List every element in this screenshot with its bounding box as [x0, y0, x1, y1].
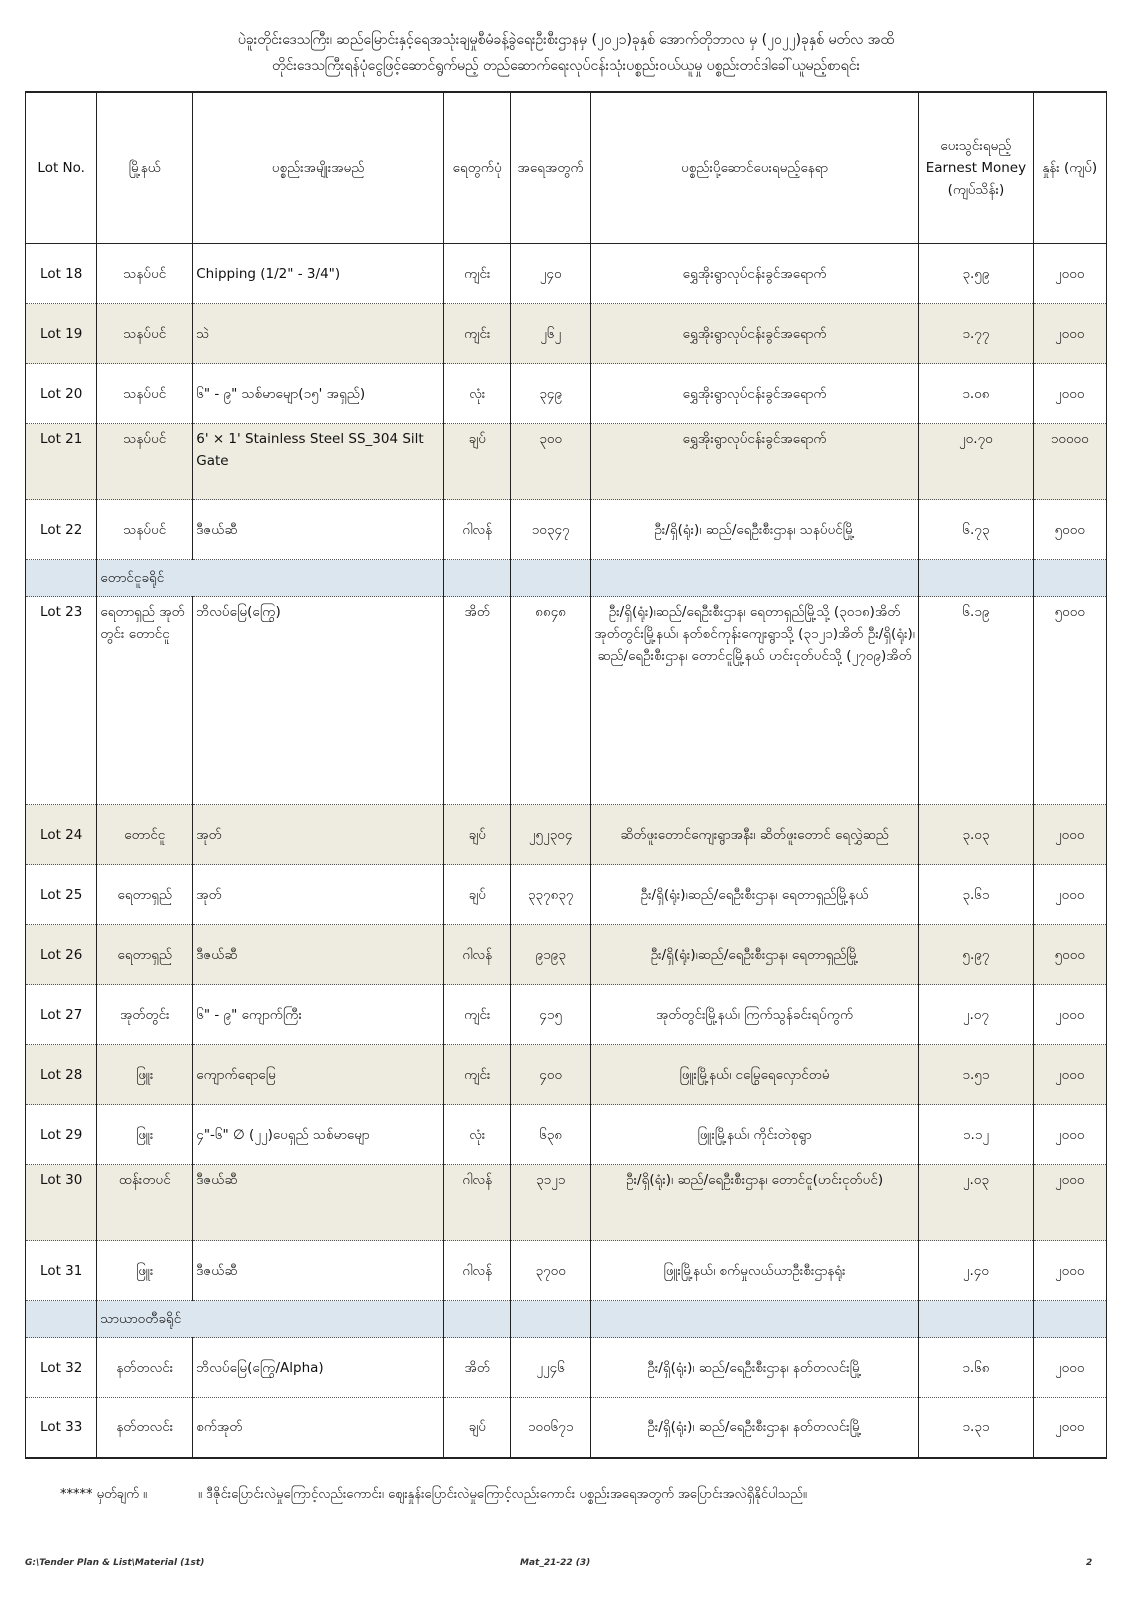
cell-delivery-place: ဖြူးမြို့နယ်၊ ငမြွေရေလှောင်တမံ — [590, 1045, 918, 1105]
header-lot-no: Lot No. — [26, 92, 97, 244]
cell-fee: ၅၀၀၀ — [1033, 597, 1106, 805]
cell-lot-no: Lot 29 — [26, 1105, 97, 1165]
cell-township: တောင်ငူ — [97, 805, 193, 865]
cell-lot-no: Lot 24 — [26, 805, 97, 865]
section-spacer-cell — [26, 1301, 97, 1338]
cell-lot-no: Lot 33 — [26, 1398, 97, 1458]
cell-item-name: ဒီဇယ်ဆီ — [193, 1241, 444, 1301]
cell-township: နတ်တလင်း — [97, 1338, 193, 1398]
cell-quantity: ၂၅၂၃၀၄ — [511, 805, 591, 865]
cell-delivery-place: ဦး/ရှိ(ရုံး)၊ဆည်/ရေဦးစီးဌာန၊ ရေတာရှည်မြို့သို့ (၃၀၁၈)အိတ် အုတ်တွင်းမြို့နယ်၊ နတ်စင်ကုန်းကျေးရွာသို့ (၃၁၂၁)အိတ် ဦး/ရှိ(ရုံး)၊ဆည်/ရေဦးစီးဌာန၊ တောင်ငူမြို့နယ် ဟင်းငုတ်ပင်သို့ (၂၇၀၉)အိတ် — [590, 597, 918, 805]
cell-fee: ၅၀၀၀ — [1033, 500, 1106, 560]
cell-unit: ဂါလန် — [444, 1241, 511, 1301]
cell-unit: ကျင်း — [444, 985, 511, 1045]
note-text: ။ ဒီဇိုင်းပြောင်းလဲမှုကြောင့်လည်းကောင်း၊ ဈေးနှုန်းပြောင်းလဲမှုကြောင့်လည်းကောင်း ပစ္စည်းအရေအတွက် အပြောင်းအလဲရှိနိုင်ပါသည်။ — [198, 1487, 807, 1502]
cell-item-name: 6' × 1' Stainless Steel SS_304 Silt Gate — [193, 424, 444, 500]
cell-fee: ၂၀၀၀ — [1033, 805, 1106, 865]
cell-item-name: ဘိလပ်မြေ(ကြွေ/Alpha) — [193, 1338, 444, 1398]
cell-unit: လုံး — [444, 364, 511, 424]
cell-delivery-place: ဦး/ရှိ(ရုံး)၊ ဆည်/ရေဦးစီးဌာန၊ တောင်ငူ(ဟင်းငုတ်ပင်) — [590, 1165, 918, 1241]
cell-item-name: ဘိလပ်မြေ(ကြွေ) — [193, 597, 444, 805]
cell-earnest-money: ၁.၆၈ — [919, 1338, 1033, 1398]
cell-item-name: အုတ် — [193, 805, 444, 865]
cell-township: နတ်တလင်း — [97, 1398, 193, 1458]
section-spacer-cell — [919, 560, 1033, 597]
section-spacer-cell — [590, 1301, 918, 1338]
cell-item-name: ဒီဇယ်ဆီ — [193, 500, 444, 560]
table-row — [26, 597, 1107, 805]
cell-earnest-money: ၂.၀၃ — [919, 1165, 1033, 1241]
cell-item-name: Chipping (1/2" - 3/4") — [193, 244, 444, 304]
cell-delivery-place: ဖြူးမြို့နယ်၊ ကိုင်းတဲစုရွာ — [590, 1105, 918, 1165]
cell-delivery-place: ရွှေအိုးရွာလုပ်ငန်းခွင်အရောက် — [590, 244, 918, 304]
cell-lot-no: Lot 32 — [26, 1338, 97, 1398]
cell-quantity: ၃၁၂၁ — [511, 1165, 591, 1241]
cell-unit: လုံး — [444, 1105, 511, 1165]
cell-item-name: သဲ — [193, 304, 444, 364]
cell-item-name: အုတ် — [193, 865, 444, 925]
cell-fee: ၂၀၀၀ — [1033, 865, 1106, 925]
cell-item-name: ၆" - ၉" သစ်မာမျော(၁၅' အရှည်) — [193, 364, 444, 424]
header-item: ပစ္စည်းအမျိုးအမည် — [193, 92, 444, 244]
cell-township: ရေတာရှည် အုတ်တွင်း တောင်ငူ — [97, 597, 193, 805]
cell-earnest-money: ၁.၃၁ — [919, 1398, 1033, 1458]
cell-item-name: စက်အုတ် — [193, 1398, 444, 1458]
cell-fee: ၂၀၀၀ — [1033, 1045, 1106, 1105]
header-earnest-money: ပေးသွင်းရမည့် Earnest Money (ကျပ်သိန်း) — [919, 92, 1033, 244]
cell-lot-no: Lot 20 — [26, 364, 97, 424]
cell-earnest-money: ၁.၀၈ — [919, 364, 1033, 424]
section-title: သာယာဝတီခရိုင် — [97, 1301, 444, 1338]
cell-township: သနပ်ပင် — [97, 304, 193, 364]
cell-delivery-place: ရွှေအိုးရွာလုပ်ငန်းခွင်အရောက် — [590, 304, 918, 364]
cell-township: ထန်းတပင် — [97, 1165, 193, 1241]
section-spacer-cell — [444, 560, 511, 597]
cell-lot-no: Lot 18 — [26, 244, 97, 304]
cell-lot-no: Lot 28 — [26, 1045, 97, 1105]
cell-quantity: ၃၃၇၈၃၇ — [511, 865, 591, 925]
section-spacer-cell — [444, 1301, 511, 1338]
table-row — [26, 925, 1107, 985]
cell-delivery-place: ဦး/ရှိ(ရုံး)၊ ဆည်/ရေဦးစီးဌာန၊ နတ်တလင်းမြို့ — [590, 1398, 918, 1458]
cell-lot-no: Lot 27 — [26, 985, 97, 1045]
table-row — [26, 1398, 1107, 1458]
table-row — [26, 1045, 1107, 1105]
cell-unit: ချပ် — [444, 805, 511, 865]
table-row — [26, 364, 1107, 424]
table-row — [26, 1105, 1107, 1165]
cell-delivery-place: အုတ်တွင်းမြို့နယ်၊ ကြက်သွန်ခင်းရပ်ကွက် — [590, 985, 918, 1045]
cell-item-name: ၆" - ၉" ကျောက်ကြီး — [193, 985, 444, 1045]
footer-file: Mat_21-22 (3) — [520, 1558, 591, 1568]
cell-township: ဖြူး — [97, 1105, 193, 1165]
cell-quantity: ၆၃၈ — [511, 1105, 591, 1165]
cell-earnest-money: ၁.၇၇ — [919, 304, 1033, 364]
cell-unit: ဂါလန် — [444, 1165, 511, 1241]
cell-item-name: ဒီဇယ်ဆီ — [193, 1165, 444, 1241]
header-unit: ရေတွက်ပုံ — [444, 92, 511, 244]
cell-township: သနပ်ပင် — [97, 424, 193, 500]
header-delivery-place: ပစ္စည်းပို့ဆောင်ပေးရမည့်နေရာ — [590, 92, 918, 244]
table-row — [26, 500, 1107, 560]
tender-table — [25, 91, 1107, 1459]
cell-township: သနပ်ပင် — [97, 500, 193, 560]
cell-delivery-place: ဦး/ရှိ(ရုံး)၊ ဆည်/ရေဦးစီးဌာန၊ သနပ်ပင်မြို့ — [590, 500, 918, 560]
cell-quantity: ၃၇၀၀ — [511, 1241, 591, 1301]
cell-fee: ၂၀၀၀ — [1033, 1241, 1106, 1301]
cell-quantity: ၄၀၀ — [511, 1045, 591, 1105]
cell-township: ဖြူး — [97, 1045, 193, 1105]
cell-unit: ဂါလန် — [444, 500, 511, 560]
district-section-row — [26, 560, 1107, 597]
cell-earnest-money: ၅.၉၇ — [919, 925, 1033, 985]
cell-quantity: ၉၁၉၃ — [511, 925, 591, 985]
cell-township: ရေတာရှည် — [97, 925, 193, 985]
cell-fee: ၂၀၀၀ — [1033, 1338, 1106, 1398]
cell-earnest-money: ၁.၁၂ — [919, 1105, 1033, 1165]
section-spacer-cell — [1033, 560, 1106, 597]
cell-earnest-money: ၆.၇၃ — [919, 500, 1033, 560]
footer-path: G:\Tender Plan & List\Material (1st) — [25, 1558, 205, 1568]
cell-item-name: ဒီဇယ်ဆီ — [193, 925, 444, 985]
cell-unit: ချပ် — [444, 865, 511, 925]
cell-earnest-money: ၁.၅၁ — [919, 1045, 1033, 1105]
cell-lot-no: Lot 26 — [26, 925, 97, 985]
cell-quantity: ၄၁၅ — [511, 985, 591, 1045]
document-title-line-1: ပဲခူးတိုင်းဒေသကြီး၊ ဆည်မြောင်းနှင့်ရေအသုံးချမှုစီမံခန့်ခွဲရေးဦးစီးဌာနမှ (၂၀၂၁)ခုနှစ် အောက်တိုဘာလ မှ (၂၀၂၂)ခုနှစ် မတ်လ အထိ — [237, 32, 895, 48]
cell-lot-no: Lot 22 — [26, 500, 97, 560]
cell-lot-no: Lot 21 — [26, 424, 97, 500]
cell-unit: အိတ် — [444, 597, 511, 805]
cell-fee: ၂၀၀၀ — [1033, 244, 1106, 304]
cell-quantity: ၁၀၀၆၇၁ — [511, 1398, 591, 1458]
cell-delivery-place: ဖြူးမြို့နယ်၊ စက်မှုလယ်ယာဦးစီးဌာနရုံး — [590, 1241, 918, 1301]
cell-delivery-place: ရွှေအိုးရွာလုပ်ငန်းခွင်အရောက် — [590, 364, 918, 424]
note-label: ***** မှတ်ချက် ။ — [60, 1487, 147, 1502]
cell-township: ဖြူး — [97, 1241, 193, 1301]
cell-item-name: ၄"-၆" ∅ (၂၂)ပေရှည် သစ်မာမျော — [193, 1105, 444, 1165]
table-row — [26, 1165, 1107, 1241]
cell-unit: ချပ် — [444, 1398, 511, 1458]
cell-item-name: ကျောက်ရောမြေ — [193, 1045, 444, 1105]
table-row — [26, 1241, 1107, 1301]
cell-earnest-money: ၃.၀၃ — [919, 805, 1033, 865]
cell-township: အုတ်တွင်း — [97, 985, 193, 1045]
cell-delivery-place: ဦး/ရှိ(ရုံး)၊ဆည်/ရေဦးစီးဌာန၊ ရေတာရှည်မြို့ — [590, 925, 918, 985]
cell-township: ရေတာရှည် — [97, 865, 193, 925]
cell-fee: ၂၀၀၀ — [1033, 1165, 1106, 1241]
cell-earnest-money: ၂.၀၇ — [919, 985, 1033, 1045]
section-title: တောင်ငူခရိုင် — [97, 560, 444, 597]
footer-page-number: 2 — [1086, 1558, 1093, 1568]
table-row — [26, 304, 1107, 364]
section-spacer-cell — [511, 560, 591, 597]
cell-quantity: ၃၄၉ — [511, 364, 591, 424]
cell-fee: ၂၀၀၀ — [1033, 1105, 1106, 1165]
cell-lot-no: Lot 19 — [26, 304, 97, 364]
document-title-line-2: တိုင်းဒေသကြီးရန်ပုံငွေဖြင့်ဆောင်ရွက်မည့် တည်ဆောက်ရေးလုပ်ငန်းသုံးပစ္စည်းဝယ်ယူမှု ပစ္စည်းတင်ဒါခေါ်ယူမည့်စာရင်း — [271, 58, 861, 74]
cell-earnest-money: ၃.၆၁ — [919, 865, 1033, 925]
cell-earnest-money: ၂၀.၇၀ — [919, 424, 1033, 500]
header-row — [26, 92, 1107, 244]
cell-earnest-money: ၃.၅၉ — [919, 244, 1033, 304]
cell-quantity: ၁၀၃၄၇ — [511, 500, 591, 560]
cell-fee: ၅၀၀၀ — [1033, 925, 1106, 985]
section-spacer-cell — [26, 560, 97, 597]
header-fee: နှုန်း (ကျပ်) — [1033, 92, 1106, 244]
cell-unit: ချပ် — [444, 424, 511, 500]
cell-fee: ၂၀၀၀ — [1033, 985, 1106, 1045]
table-row — [26, 424, 1107, 500]
header-quantity: အရေအတွက် — [511, 92, 591, 244]
cell-lot-no: Lot 23 — [26, 597, 97, 805]
cell-fee: ၁၀၀၀၀ — [1033, 424, 1106, 500]
cell-delivery-place: ဆိတ်ဖူးတောင်ကျေးရွာအနီး၊ ဆိတ်ဖူးတောင် ရေလွှဲဆည် — [590, 805, 918, 865]
cell-quantity: ၂၄၀ — [511, 244, 591, 304]
cell-delivery-place: ဦး/ရှိ(ရုံး)၊ဆည်/ရေဦးစီးဌာန၊ ရေတာရှည်မြို့နယ် — [590, 865, 918, 925]
cell-fee: ၂၀၀၀ — [1033, 1398, 1106, 1458]
section-spacer-cell — [590, 560, 918, 597]
table-row — [26, 805, 1107, 865]
section-spacer-cell — [1033, 1301, 1106, 1338]
cell-quantity: ၂၆၂ — [511, 304, 591, 364]
cell-earnest-money: ၆.၁၉ — [919, 597, 1033, 805]
section-spacer-cell — [919, 1301, 1033, 1338]
cell-delivery-place: ဦး/ရှိ(ရုံး)၊ ဆည်/ရေဦးစီးဌာန၊ နတ်တလင်းမြို့ — [590, 1338, 918, 1398]
cell-delivery-place: ရွှေအိုးရွာလုပ်ငန်းခွင်အရောက် — [590, 424, 918, 500]
cell-unit: ကျင်း — [444, 1045, 511, 1105]
cell-quantity: ၃၀၀ — [511, 424, 591, 500]
cell-township: သနပ်ပင် — [97, 364, 193, 424]
table-row — [26, 1338, 1107, 1398]
table-row — [26, 244, 1107, 304]
cell-lot-no: Lot 25 — [26, 865, 97, 925]
cell-fee: ၂၀၀၀ — [1033, 364, 1106, 424]
cell-lot-no: Lot 30 — [26, 1165, 97, 1241]
district-section-row — [26, 1301, 1107, 1338]
cell-earnest-money: ၂.၄၀ — [919, 1241, 1033, 1301]
cell-unit: အိတ် — [444, 1338, 511, 1398]
cell-fee: ၂၀၀၀ — [1033, 304, 1106, 364]
cell-unit: ကျင်း — [444, 244, 511, 304]
table-row — [26, 985, 1107, 1045]
cell-unit: ကျင်း — [444, 304, 511, 364]
table-row — [26, 865, 1107, 925]
section-spacer-cell — [511, 1301, 591, 1338]
cell-quantity: ၈၈၄၈ — [511, 597, 591, 805]
cell-quantity: ၂၂၄၆ — [511, 1338, 591, 1398]
cell-unit: ဂါလန် — [444, 925, 511, 985]
header-township: မြို့နယ် — [97, 92, 193, 244]
cell-township: သနပ်ပင် — [97, 244, 193, 304]
cell-lot-no: Lot 31 — [26, 1241, 97, 1301]
